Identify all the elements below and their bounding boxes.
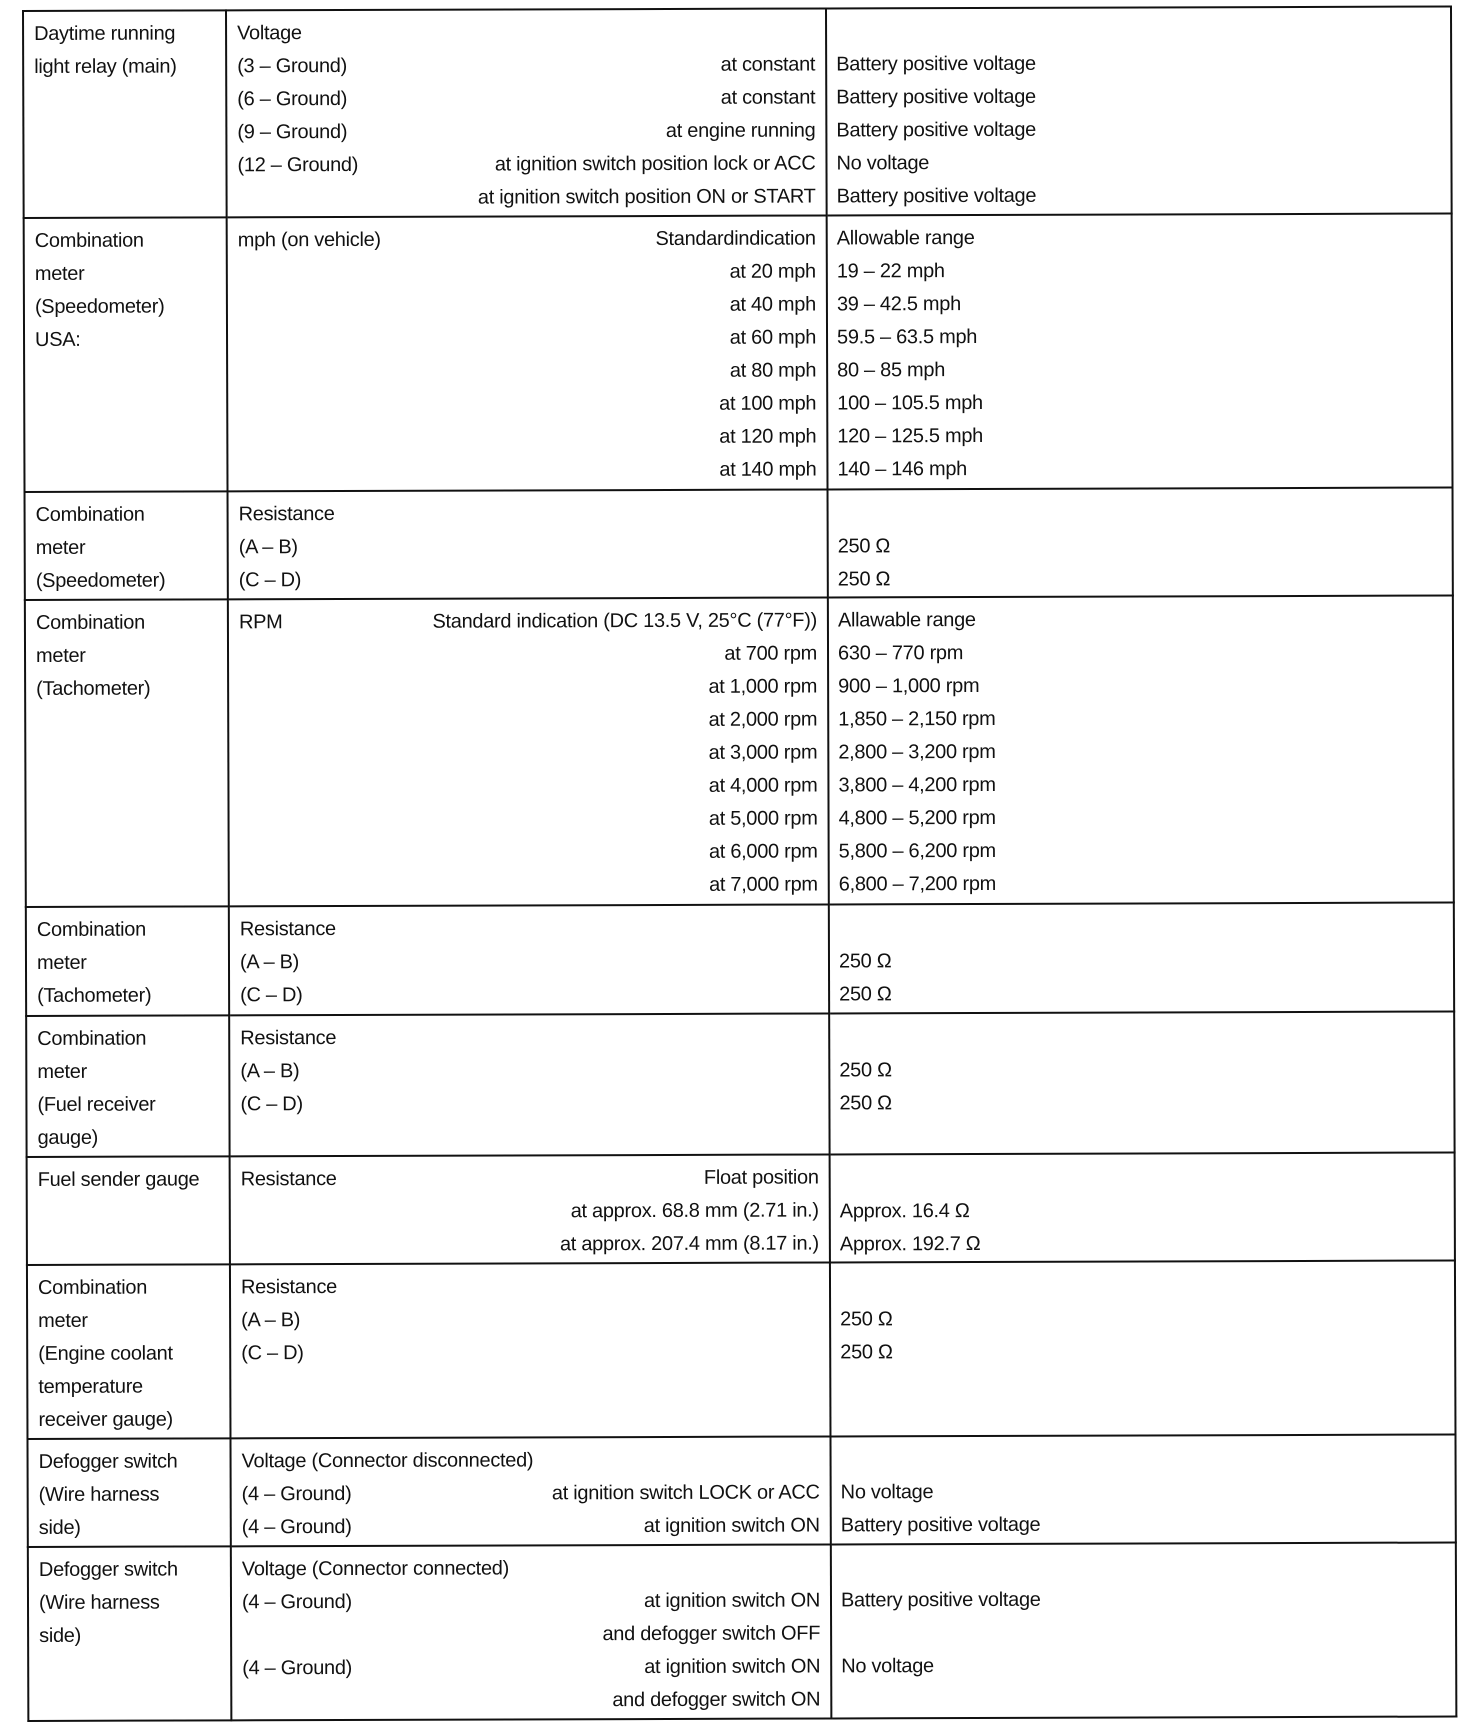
value-line: No voltage: [840, 1481, 934, 1504]
condition-label: Voltage: [237, 22, 302, 45]
condition-cell: [229, 1013, 829, 1156]
value-line: Approx. 16.4 Ω: [839, 1199, 970, 1223]
value-line: 250 Ω: [839, 983, 892, 1006]
condition-label: (9 – Ground): [237, 120, 348, 144]
condition-cell: [226, 8, 827, 217]
value-line: 19 – 22 mph: [836, 260, 945, 283]
value-line: 630 – 770 rpm: [837, 642, 964, 665]
condition-line: [229, 496, 827, 531]
condition-label: (A – B): [239, 951, 300, 974]
condition-line: [229, 638, 827, 673]
condition-detail: at 120 mph: [719, 425, 817, 449]
item-name: [28, 1157, 229, 1197]
condition-detail: [334, 496, 816, 531]
item-line: (Engine coolant: [38, 1342, 173, 1366]
condition-label: Resistance: [240, 1026, 337, 1050]
value-cell: [829, 903, 1454, 1014]
value-line: 120 – 125.5 mph: [837, 425, 984, 448]
value-line: 5,800 – 6,200 rpm: [838, 840, 996, 863]
condition-line: [232, 1477, 830, 1512]
condition-label: Resistance: [240, 1167, 337, 1190]
value-cell: [830, 1152, 1455, 1263]
condition-detail: [509, 1551, 820, 1585]
item-line: side): [39, 1624, 82, 1647]
condition-detail: [298, 529, 817, 564]
value-line: [831, 1160, 1454, 1195]
item-line: Defogger switch: [38, 1450, 178, 1474]
condition-line: [230, 912, 828, 947]
item-line: Combination: [36, 918, 146, 942]
value-line: Battery positive voltage: [840, 1588, 1041, 1612]
condition-detail: and defogger switch ON: [612, 1688, 821, 1712]
value-line: [831, 1269, 1454, 1304]
condition-line: [231, 1303, 829, 1338]
condition-label: (3 – Ground): [237, 54, 348, 78]
condition-detail: at constant: [720, 53, 816, 76]
value-line: [829, 495, 1452, 530]
value-line: 59.5 – 63.5 mph: [836, 326, 978, 349]
table-row: [26, 903, 1454, 1016]
condition-line: [228, 454, 826, 489]
condition-detail: Standardindication: [655, 227, 816, 251]
condition-line: [229, 803, 827, 838]
condition-label: (A – B): [238, 535, 298, 559]
item-line: (Tachometer): [37, 984, 152, 1008]
item-line: (Wire harness: [38, 1483, 160, 1507]
condition-label: (12 – Ground): [237, 153, 359, 177]
condition-line: [228, 289, 826, 324]
table-row: [25, 596, 1454, 907]
item-cell: [26, 1015, 229, 1156]
condition-line: [230, 836, 828, 871]
item-line: Combination: [37, 1276, 148, 1300]
condition-detail: [337, 1270, 819, 1305]
value-cell: [826, 7, 1452, 216]
condition-line: [231, 1336, 829, 1371]
condition-detail: at engine running: [665, 119, 816, 142]
value-cell: [827, 214, 1453, 490]
condition-detail: at approx. 68.8 mm (2.71 in.): [570, 1199, 819, 1222]
item-line: (Fuel receiver: [37, 1093, 156, 1116]
value-line: Battery positive voltage: [836, 85, 1036, 109]
value-line: Allowable range: [836, 227, 975, 250]
condition-line: [228, 223, 826, 258]
condition-line: [231, 1270, 829, 1305]
table-row: [24, 214, 1453, 492]
value-line: 250 Ω: [837, 568, 891, 591]
condition-line: [228, 322, 826, 357]
item-line: meter: [38, 1310, 88, 1333]
item-cell: [27, 1439, 230, 1547]
condition-detail: [304, 1336, 820, 1371]
item-cell: [27, 1156, 230, 1265]
condition-line: [231, 1194, 829, 1229]
item-name: [27, 908, 228, 1014]
condition-line: [227, 114, 825, 149]
condition-detail: Float position: [703, 1166, 819, 1189]
value-line: 140 – 146 mph: [837, 458, 968, 481]
condition-line: [229, 770, 827, 805]
item-line: USA:: [35, 329, 81, 352]
condition-line: [228, 256, 826, 291]
value-line: 250 Ω: [840, 1308, 893, 1331]
condition-label: (4 – Ground): [241, 1483, 352, 1506]
condition-detail: at 80 mph: [729, 359, 817, 382]
condition-label: (C – D): [241, 1342, 304, 1365]
condition-line: [232, 1650, 830, 1685]
condition-detail: [301, 562, 817, 597]
table-row: [26, 1011, 1454, 1156]
condition-line: [228, 388, 826, 423]
value-line: 900 – 1,000 rpm: [838, 675, 980, 698]
value-line: 2,800 – 3,200 rpm: [838, 741, 996, 764]
value-line: 39 – 42.5 mph: [836, 293, 961, 316]
condition-detail: [299, 945, 818, 980]
condition-line: [232, 1551, 830, 1586]
condition-line: [231, 1227, 829, 1262]
item-name: [29, 1547, 230, 1653]
value-line: Battery positive voltage: [836, 184, 1037, 208]
condition-line: [229, 671, 827, 706]
value-line: [830, 1019, 1453, 1054]
condition-line: [232, 1584, 830, 1619]
item-line: (Tachometer): [36, 678, 151, 701]
value-cell: [830, 1435, 1455, 1545]
condition-detail: [302, 978, 818, 1013]
item-line: Combination: [34, 229, 144, 253]
condition-detail: at 100 mph: [719, 392, 817, 416]
value-line: Battery positive voltage: [840, 1514, 1041, 1537]
condition-label: (A – B): [240, 1059, 300, 1083]
condition-line: [230, 869, 828, 904]
condition-line: [230, 945, 828, 980]
condition-detail: at ignition switch LOCK or ACC: [551, 1481, 820, 1505]
condition-label: (4 – Ground): [242, 1656, 353, 1680]
value-line: [827, 14, 1450, 49]
condition-label: mph (on vehicle): [237, 229, 381, 252]
item-cell: [24, 218, 228, 492]
value-line: [832, 1615, 1455, 1650]
item-line: side): [38, 1517, 81, 1540]
value-line: [830, 911, 1453, 946]
value-line: 250 Ω: [837, 535, 891, 558]
condition-line: [232, 1444, 830, 1479]
value-line: 250 Ω: [839, 1092, 892, 1115]
table-row: [25, 487, 1453, 600]
item-line: Daytime running: [34, 22, 176, 45]
condition-detail: at ignition switch ON: [643, 1589, 821, 1612]
condition-detail: [336, 912, 818, 947]
condition-line: [230, 1020, 828, 1055]
item-name: [27, 1016, 228, 1155]
condition-detail: at ignition switch position lock or ACC: [494, 152, 816, 176]
value-line: 6,800 – 7,200 rpm: [838, 873, 997, 896]
item-cell: [28, 1546, 232, 1721]
condition-line: [231, 1161, 829, 1196]
value-line: 250 Ω: [838, 950, 892, 973]
condition-detail: at 2,000 rpm: [708, 708, 818, 732]
value-line: Battery positive voltage: [836, 118, 1036, 142]
condition-cell: [227, 216, 828, 491]
condition-line: [227, 81, 825, 116]
condition-cell: [228, 598, 829, 907]
condition-cell: [230, 1154, 830, 1265]
condition-line: [228, 180, 826, 215]
condition-line: [229, 605, 827, 640]
item-name: [25, 219, 226, 358]
item-line: Combination: [35, 503, 145, 526]
value-line: 4,800 – 5,200 rpm: [838, 807, 996, 830]
value-line: Battery positive voltage: [836, 52, 1036, 76]
item-line: temperature: [38, 1375, 143, 1399]
condition-label: RPM: [238, 611, 283, 634]
item-line: Combination: [35, 612, 145, 635]
condition-detail: at approx. 207.4 mm (8.17 in.): [559, 1232, 819, 1255]
condition-label: (6 – Ground): [237, 87, 348, 111]
condition-detail: at ignition switch ON: [644, 1655, 821, 1678]
condition-detail: at ignition switch ON: [643, 1514, 820, 1538]
condition-line: [232, 1683, 830, 1718]
value-line: [832, 1681, 1455, 1716]
condition-detail: at 5,000 rpm: [708, 807, 818, 831]
condition-line: [227, 147, 825, 182]
item-line: Fuel sender gauge: [37, 1168, 200, 1191]
condition-line: [230, 1053, 828, 1088]
value-line: 3,800 – 4,200 rpm: [838, 774, 996, 797]
condition-detail: at 6,000 rpm: [708, 840, 818, 864]
condition-label: Resistance: [239, 918, 336, 941]
condition-cell: [229, 905, 829, 1016]
table-body: [23, 7, 1456, 1721]
value-line: 80 – 85 mph: [837, 359, 946, 382]
condition-label: (C – D): [240, 984, 303, 1007]
condition-detail: and defogger switch OFF: [602, 1622, 821, 1646]
table-row: [27, 1152, 1455, 1265]
condition-label: (4 – Ground): [241, 1516, 352, 1539]
item-line: Defogger switch: [38, 1558, 178, 1581]
condition-label: Resistance: [240, 1276, 337, 1299]
item-line: meter: [34, 263, 85, 286]
value-cell: [830, 1261, 1456, 1437]
value-line: Approx. 192.7 Ω: [839, 1232, 981, 1256]
item-line: (Wire harness: [38, 1591, 160, 1614]
value-line: No voltage: [841, 1655, 934, 1678]
item-line: receiver gauge): [38, 1408, 173, 1432]
condition-label: (C – D): [238, 568, 302, 592]
condition-detail: [336, 1020, 818, 1055]
condition-detail: [299, 1053, 818, 1088]
condition-line: [229, 529, 827, 564]
condition-detail: at constant: [720, 86, 816, 109]
condition-detail: at 140 mph: [719, 458, 817, 482]
condition-line: [230, 1086, 828, 1121]
condition-detail: at 1,000 rpm: [708, 675, 818, 699]
value-cell: [828, 596, 1454, 905]
condition-cell: [228, 489, 828, 600]
item-line: meter: [36, 952, 87, 975]
item-cell: [25, 491, 228, 600]
item-name: [28, 1440, 229, 1546]
condition-detail: at 60 mph: [729, 326, 817, 349]
item-name: [28, 1266, 230, 1438]
condition-label: Resistance: [238, 502, 335, 526]
value-cell: [831, 1542, 1457, 1718]
value-line: Allawable range: [837, 609, 976, 632]
condition-detail: at ignition switch position ON or START: [477, 185, 816, 209]
condition-line: [227, 15, 825, 50]
value-line: [832, 1442, 1455, 1477]
item-name: [26, 601, 227, 707]
condition-label: Voltage (Connector disconnected): [241, 1449, 534, 1473]
item-line: meter: [37, 1060, 87, 1083]
value-line: [832, 1549, 1455, 1584]
value-cell: [828, 487, 1453, 598]
condition-detail: [533, 1444, 819, 1478]
condition-detail: at 7,000 rpm: [709, 873, 818, 897]
item-line: Combination: [37, 1027, 147, 1050]
condition-cell: [230, 1437, 830, 1547]
condition-line: [228, 421, 826, 456]
condition-cell: [230, 1263, 831, 1439]
condition-label: (A – B): [241, 1309, 301, 1332]
item-name: [26, 492, 227, 598]
condition-cell: [231, 1544, 832, 1720]
value-line: 1,850 – 2,150 rpm: [838, 708, 996, 731]
condition-detail: at 4,000 rpm: [708, 774, 818, 798]
condition-line: [229, 562, 827, 597]
table-row: [28, 1542, 1457, 1721]
item-line: light relay (main): [34, 55, 177, 78]
item-cell: [25, 600, 229, 907]
item-cell: [27, 1265, 231, 1440]
item-cell: [26, 907, 229, 1016]
condition-line: [229, 737, 827, 772]
item-line: (Speedometer): [35, 569, 166, 592]
condition-label: (C – D): [240, 1092, 303, 1116]
item-line: meter: [35, 645, 86, 668]
condition-detail: at 40 mph: [729, 293, 816, 316]
condition-label: (4 – Ground): [241, 1590, 352, 1614]
value-cell: [829, 1011, 1454, 1154]
condition-line: [232, 1510, 830, 1545]
table-row: [23, 7, 1452, 219]
value-line: No voltage: [836, 152, 930, 175]
condition-line: [227, 48, 825, 83]
condition-line: [230, 978, 828, 1013]
condition-line: [228, 355, 826, 390]
value-line: 250 Ω: [839, 1059, 892, 1082]
table-row: [27, 1435, 1455, 1547]
item-line: gauge): [37, 1126, 99, 1149]
item-line: meter: [35, 536, 86, 559]
condition-detail: at 700 rpm: [724, 642, 818, 666]
condition-detail: [302, 16, 815, 51]
condition-line: [232, 1617, 830, 1652]
condition-line: [229, 704, 827, 739]
condition-detail: [303, 1086, 819, 1121]
condition-detail: Standard indication (DC 13.5 V, 25°C (77°F)): [432, 609, 817, 634]
condition-detail: at 3,000 rpm: [708, 741, 818, 765]
condition-label: Voltage (Connector connected): [241, 1557, 509, 1581]
specification-table: [22, 6, 1457, 1722]
value-line: 250 Ω: [840, 1341, 893, 1364]
item-cell: [23, 10, 227, 218]
table-row: [27, 1261, 1456, 1440]
condition-detail: [300, 1303, 819, 1338]
item-name: [24, 11, 225, 84]
item-line: (Speedometer): [34, 295, 165, 319]
value-line: 100 – 105.5 mph: [837, 392, 983, 415]
condition-detail: at 20 mph: [729, 260, 816, 283]
